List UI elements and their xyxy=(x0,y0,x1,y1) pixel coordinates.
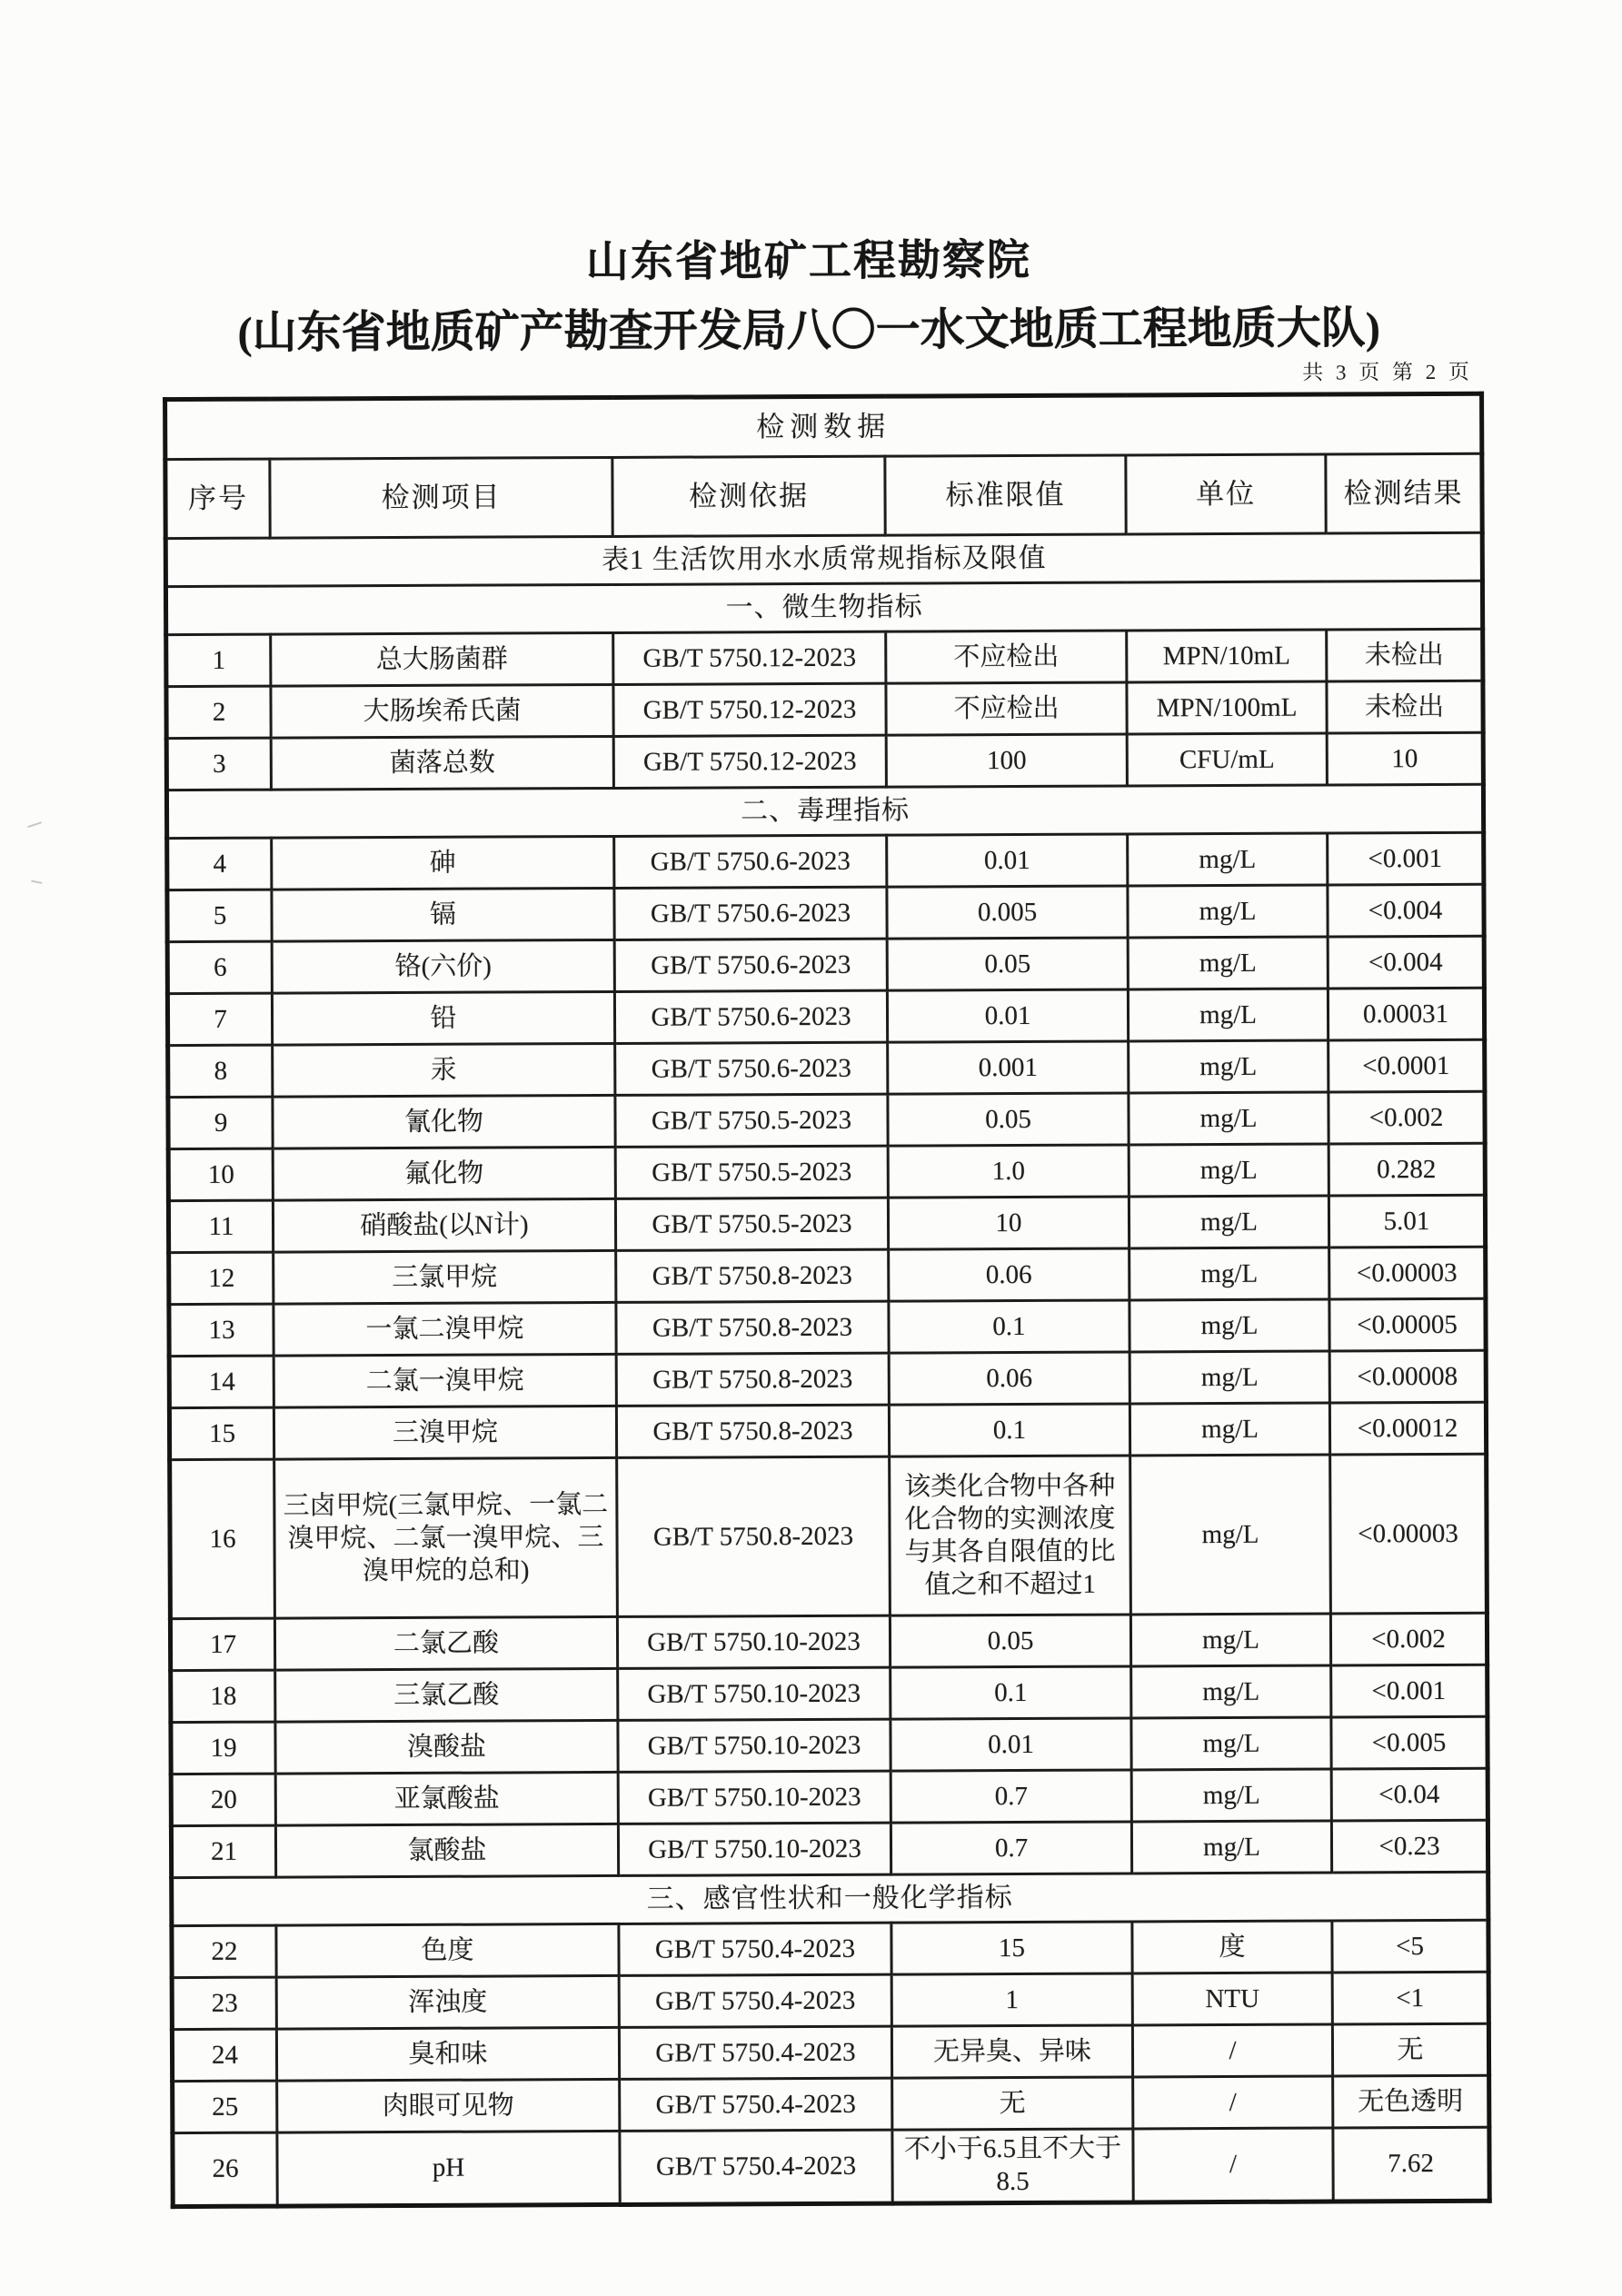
cell-test-result: <0.23 xyxy=(1331,1820,1488,1873)
cell-test-item: pH xyxy=(277,2131,620,2205)
table-row xyxy=(172,1972,1488,2029)
cell-test-item: 肉眼可见物 xyxy=(277,2079,620,2132)
table-row xyxy=(168,1143,1485,1200)
cell-test-basis: GB/T 5750.10-2023 xyxy=(618,1719,891,1772)
cell-unit: mg/L xyxy=(1129,1092,1328,1145)
cell-test-item: 铅 xyxy=(272,991,614,1045)
cell-test-item: 三卤甲烷(三氯甲烷、一氯二溴甲烷、二氯一溴甲烷、三溴甲烷的总和) xyxy=(274,1457,618,1618)
cell-unit: mg/L xyxy=(1131,1769,1331,1822)
cell-seq-no: 16 xyxy=(170,1459,275,1619)
cell-test-result: 无色透明 xyxy=(1333,2075,1489,2128)
cell-test-basis: GB/T 5750.12-2023 xyxy=(613,631,886,684)
cell-seq-no: 23 xyxy=(172,1977,276,2030)
table-row xyxy=(173,2075,1489,2132)
cell-test-basis: GB/T 5750.6-2023 xyxy=(614,835,887,888)
cell-seq-no: 18 xyxy=(171,1670,275,1723)
cell-unit: mg/L xyxy=(1129,1351,1329,1404)
cell-test-item: 汞 xyxy=(273,1043,615,1097)
section-row xyxy=(166,784,1483,838)
cell-seq-no: 8 xyxy=(168,1045,273,1098)
cell-test-basis: GB/T 5750.8-2023 xyxy=(616,1249,889,1302)
cell-test-item: 一氯二溴甲烷 xyxy=(274,1302,616,1356)
page-indicator: 共 3 页 第 2 页 xyxy=(1302,360,1473,384)
cell-unit: / xyxy=(1133,2076,1333,2129)
table-row xyxy=(168,1039,1485,1097)
cell-test-result: 0.00031 xyxy=(1328,988,1484,1040)
table-row xyxy=(170,1454,1488,1618)
cell-unit: mg/L xyxy=(1128,989,1328,1041)
cell-test-basis: GB/T 5750.5-2023 xyxy=(615,1146,888,1198)
table-row xyxy=(169,1402,1486,1459)
cell-test-basis: GB/T 5750.10-2023 xyxy=(618,1823,891,1875)
cell-test-item: 色度 xyxy=(276,1923,619,1977)
cell-unit: / xyxy=(1133,2128,1333,2202)
cell-test-item: 三溴甲烷 xyxy=(274,1406,616,1459)
cell-unit: mg/L xyxy=(1129,1247,1329,1300)
document-header xyxy=(150,224,1468,362)
cell-test-basis: GB/T 5750.10-2023 xyxy=(618,1667,891,1720)
cell-unit: CFU/mL xyxy=(1127,733,1327,786)
cell-unit: / xyxy=(1132,2024,1332,2077)
cell-unit: mg/L xyxy=(1130,1614,1330,1666)
column-header-seq-no: 序号 xyxy=(165,459,270,539)
cell-standard-limit: 该类化合物中各种化合物的实测浓度与其各自限值的比值之和不超过1 xyxy=(890,1456,1131,1615)
table-row xyxy=(166,629,1483,686)
cell-test-basis: GB/T 5750.8-2023 xyxy=(617,1456,891,1616)
cell-seq-no: 22 xyxy=(172,1925,276,1978)
scan-artifact xyxy=(31,880,42,884)
section-label: 表1 生活饮用水水质常规指标及限值 xyxy=(165,532,1482,586)
cell-seq-no: 19 xyxy=(171,1722,275,1774)
cell-test-item: 二氯乙酸 xyxy=(274,1616,617,1670)
cell-test-result: <0.002 xyxy=(1328,1091,1485,1144)
table-row xyxy=(171,1820,1488,1877)
section-row xyxy=(165,532,1482,586)
cell-standard-limit: 0.05 xyxy=(890,1615,1130,1667)
section-label: 一、微生物指标 xyxy=(165,581,1482,634)
cell-standard-limit: 无异臭、异味 xyxy=(891,2025,1132,2078)
cell-test-basis: GB/T 5750.4-2023 xyxy=(619,1923,891,1975)
cell-seq-no: 3 xyxy=(166,738,271,790)
cell-seq-no: 26 xyxy=(173,2132,277,2206)
cell-seq-no: 5 xyxy=(167,890,272,942)
cell-seq-no: 6 xyxy=(167,941,272,994)
cell-test-item: 氯酸盐 xyxy=(275,1824,618,1877)
table-row xyxy=(168,1195,1485,1252)
column-header-standard-limit: 标准限值 xyxy=(885,455,1126,535)
column-header-test-result: 检测结果 xyxy=(1326,453,1482,533)
cell-test-item: 硝酸盐(以N计) xyxy=(273,1198,615,1252)
cell-seq-no: 25 xyxy=(173,2081,277,2133)
table-row xyxy=(167,884,1484,941)
cell-unit: NTU xyxy=(1132,1973,1332,2025)
cell-test-result: <0.002 xyxy=(1330,1613,1487,1665)
table-row xyxy=(168,1091,1485,1148)
cell-test-item: 铬(六价) xyxy=(272,939,614,993)
table-row xyxy=(173,2127,1489,2206)
cell-test-result: <0.001 xyxy=(1328,832,1484,885)
column-header-test-basis: 检测依据 xyxy=(612,456,885,536)
cell-standard-limit: 0.7 xyxy=(891,1770,1131,1823)
table-row xyxy=(166,681,1483,738)
section-row xyxy=(165,581,1482,634)
cell-seq-no: 11 xyxy=(168,1200,273,1253)
cell-unit: mg/L xyxy=(1129,1299,1329,1352)
cell-test-result: <0.00003 xyxy=(1329,1247,1486,1299)
cell-test-item: 三氯甲烷 xyxy=(274,1250,616,1304)
cell-standard-limit: 0.05 xyxy=(888,1093,1129,1146)
cell-test-basis: GB/T 5750.6-2023 xyxy=(615,1042,888,1095)
cell-test-result: <0.0001 xyxy=(1328,1039,1485,1092)
cell-test-basis: GB/T 5750.8-2023 xyxy=(616,1353,889,1406)
cell-test-item: 菌落总数 xyxy=(271,736,613,790)
cell-test-item: 镉 xyxy=(272,888,614,941)
scan-artifact xyxy=(27,821,42,828)
cell-unit: mg/L xyxy=(1129,1196,1328,1248)
table-row xyxy=(170,1613,1487,1670)
table-row xyxy=(172,1920,1488,1977)
cell-unit: mg/L xyxy=(1128,833,1328,886)
cell-test-result: <0.00008 xyxy=(1329,1350,1486,1403)
cell-unit: mg/L xyxy=(1131,1665,1331,1718)
column-header-unit: 单位 xyxy=(1126,454,1326,534)
cell-test-result: <0.005 xyxy=(1331,1716,1488,1769)
cell-test-result: <5 xyxy=(1332,1920,1488,1973)
results-table-body xyxy=(165,532,1489,2206)
cell-test-item: 浑浊度 xyxy=(276,1975,619,2029)
cell-unit: mg/L xyxy=(1130,1455,1331,1615)
cell-standard-limit: 1.0 xyxy=(888,1145,1129,1198)
results-table xyxy=(163,392,1492,2209)
cell-test-result: <0.004 xyxy=(1328,884,1484,937)
cell-test-result: 5.01 xyxy=(1328,1195,1485,1247)
column-header-test-item: 检测项目 xyxy=(270,457,612,538)
cell-unit: mg/L xyxy=(1131,1821,1331,1874)
cell-standard-limit: 0.001 xyxy=(888,1041,1129,1094)
table-caption: 检测数据 xyxy=(165,393,1482,459)
cell-test-item: 氰化物 xyxy=(273,1095,615,1148)
cell-standard-limit: 0.06 xyxy=(889,1248,1129,1301)
cell-seq-no: 15 xyxy=(169,1407,274,1460)
cell-seq-no: 7 xyxy=(167,993,272,1046)
cell-test-result: 10 xyxy=(1327,732,1483,785)
cell-test-result: 未检出 xyxy=(1327,629,1483,681)
cell-test-basis: GB/T 5750.4-2023 xyxy=(620,2078,892,2131)
cell-test-result: 7.62 xyxy=(1333,2127,1489,2201)
cell-test-basis: GB/T 5750.10-2023 xyxy=(618,1771,891,1824)
page-title: 山东省地矿工程勘察院 xyxy=(585,236,1032,287)
cell-seq-no: 4 xyxy=(167,838,272,890)
cell-test-basis: GB/T 5750.6-2023 xyxy=(614,990,887,1043)
cell-test-item: 二氯一溴甲烷 xyxy=(274,1354,616,1407)
cell-standard-limit: 不应检出 xyxy=(886,631,1127,683)
cell-seq-no: 14 xyxy=(169,1356,274,1408)
cell-test-result: <1 xyxy=(1332,1972,1488,2024)
cell-standard-limit: 0.01 xyxy=(887,834,1128,887)
cell-test-result: <0.00012 xyxy=(1329,1402,1486,1455)
table-row xyxy=(171,1768,1488,1825)
cell-standard-limit: 15 xyxy=(891,1922,1132,1974)
table-caption-row xyxy=(165,393,1482,459)
cell-seq-no: 10 xyxy=(168,1148,273,1201)
cell-standard-limit: 1 xyxy=(891,1973,1132,2026)
cell-test-basis: GB/T 5750.5-2023 xyxy=(615,1094,888,1147)
cell-standard-limit: 0.01 xyxy=(887,989,1128,1042)
cell-test-basis: GB/T 5750.4-2023 xyxy=(619,2026,891,2079)
cell-test-basis: GB/T 5750.10-2023 xyxy=(617,1615,890,1668)
cell-seq-no: 2 xyxy=(166,686,271,739)
table-row xyxy=(167,832,1484,890)
cell-standard-limit: 0.1 xyxy=(889,1404,1129,1456)
cell-test-basis: GB/T 5750.4-2023 xyxy=(620,2130,892,2204)
cell-standard-limit: 0.01 xyxy=(891,1718,1131,1771)
cell-test-item: 总大肠菌群 xyxy=(271,632,613,686)
cell-test-basis: GB/T 5750.8-2023 xyxy=(616,1301,889,1354)
cell-test-item: 砷 xyxy=(272,836,614,890)
cell-unit: mg/L xyxy=(1129,1403,1329,1456)
cell-standard-limit: 0.1 xyxy=(889,1300,1129,1353)
cell-test-result: <0.001 xyxy=(1331,1665,1488,1717)
cell-standard-limit: 100 xyxy=(886,734,1127,787)
cell-standard-limit: 0.7 xyxy=(891,1822,1131,1874)
cell-seq-no: 24 xyxy=(172,2029,276,2082)
page-subtitle: (山东省地质矿产勘查开发局八〇一水文地质工程地质大队) xyxy=(237,303,1381,358)
cell-unit: mg/L xyxy=(1128,885,1328,938)
cell-seq-no: 1 xyxy=(166,634,271,687)
cell-standard-limit: 0.05 xyxy=(887,938,1128,990)
cell-test-item: 臭和味 xyxy=(276,2027,619,2081)
cell-test-basis: GB/T 5750.8-2023 xyxy=(616,1405,889,1457)
table-row xyxy=(169,1247,1486,1304)
cell-standard-limit: 0.06 xyxy=(889,1352,1129,1405)
cell-test-basis: GB/T 5750.6-2023 xyxy=(614,939,887,991)
cell-test-item: 氟化物 xyxy=(273,1147,615,1200)
cell-test-result: 未检出 xyxy=(1327,681,1483,733)
cell-unit: 度 xyxy=(1132,1921,1332,1973)
cell-test-result: 0.282 xyxy=(1328,1143,1485,1196)
section-label: 二、毒理指标 xyxy=(166,784,1483,838)
cell-test-item: 三氯乙酸 xyxy=(275,1668,618,1722)
cell-test-basis: GB/T 5750.12-2023 xyxy=(613,735,886,788)
section-label: 三、感官性状和一般化学指标 xyxy=(172,1872,1488,1925)
cell-test-result: <0.00003 xyxy=(1330,1454,1488,1614)
cell-seq-no: 20 xyxy=(171,1774,275,1826)
cell-test-item: 溴酸盐 xyxy=(275,1720,618,1774)
cell-test-basis: GB/T 5750.4-2023 xyxy=(619,1974,891,2027)
cell-seq-no: 9 xyxy=(168,1097,273,1149)
cell-standard-limit: 无 xyxy=(892,2077,1133,2130)
cell-seq-no: 13 xyxy=(169,1304,274,1357)
table-row xyxy=(172,2023,1488,2081)
cell-standard-limit: 0.1 xyxy=(891,1666,1131,1719)
cell-unit: mg/L xyxy=(1129,1144,1328,1197)
cell-test-item: 大肠埃希氏菌 xyxy=(271,684,613,738)
section-row xyxy=(172,1872,1488,1925)
cell-seq-no: 17 xyxy=(170,1618,274,1671)
table-row xyxy=(171,1716,1488,1774)
cell-standard-limit: 10 xyxy=(888,1197,1129,1249)
cell-test-basis: GB/T 5750.6-2023 xyxy=(614,887,887,939)
table-row xyxy=(171,1665,1488,1722)
table-header-row xyxy=(165,453,1482,538)
cell-test-result: <0.04 xyxy=(1331,1768,1488,1821)
cell-unit: mg/L xyxy=(1129,1040,1328,1093)
cell-standard-limit: 不小于6.5且不大于8.5 xyxy=(892,2129,1133,2203)
cell-test-result: <0.00005 xyxy=(1329,1298,1486,1351)
table-row xyxy=(167,988,1484,1045)
cell-unit: MPN/10mL xyxy=(1127,630,1327,682)
cell-test-basis: GB/T 5750.5-2023 xyxy=(615,1198,888,1250)
cell-seq-no: 12 xyxy=(169,1252,274,1305)
cell-unit: MPN/100mL xyxy=(1127,681,1327,734)
cell-standard-limit: 不应检出 xyxy=(886,682,1127,735)
table-row xyxy=(169,1298,1486,1356)
cell-unit: mg/L xyxy=(1131,1717,1331,1770)
table-row xyxy=(166,732,1483,790)
cell-test-result: <0.004 xyxy=(1328,936,1484,989)
cell-test-basis: GB/T 5750.12-2023 xyxy=(613,683,886,736)
cell-seq-no: 21 xyxy=(171,1825,275,1878)
cell-test-result: 无 xyxy=(1332,2023,1488,2076)
table-row xyxy=(167,936,1484,993)
cell-test-item: 亚氯酸盐 xyxy=(275,1772,618,1825)
cell-standard-limit: 0.005 xyxy=(887,886,1128,939)
table-row xyxy=(169,1350,1486,1407)
cell-unit: mg/L xyxy=(1128,937,1328,989)
